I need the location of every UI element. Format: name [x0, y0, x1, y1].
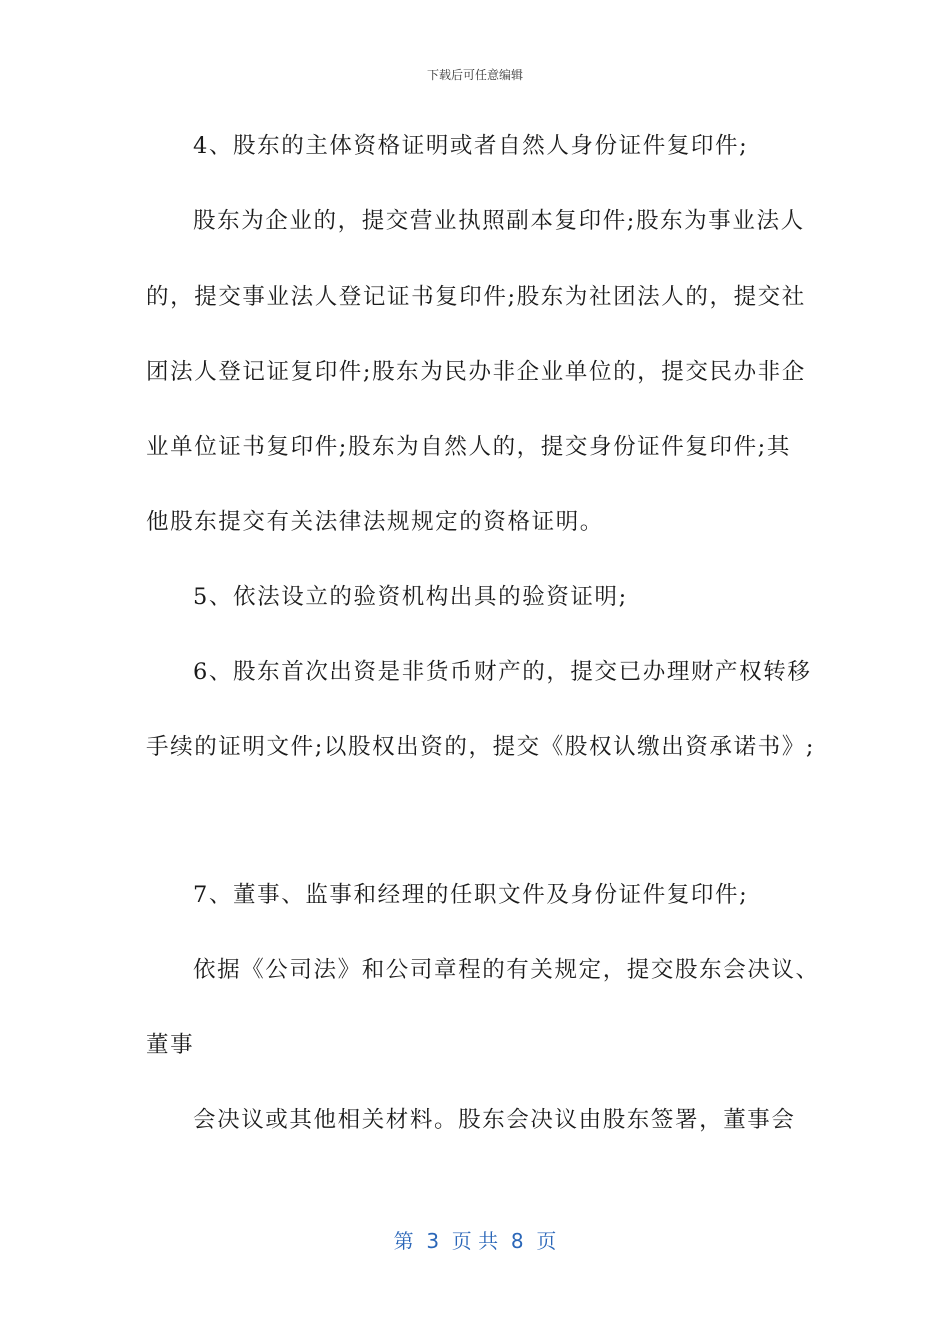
- paragraph-line: 4、股东的主体资格证明或者自然人身份证件复印件;: [193, 133, 749, 159]
- paragraph-line: 股东为企业的，提交营业执照副本复印件;股东为事业法人: [193, 208, 805, 234]
- paragraph-line: 的，提交事业法人登记证书复印件;股东为社团法人的，提交社: [146, 284, 806, 310]
- paragraph-line: 5、依法设立的验资机构出具的验资证明;: [193, 584, 628, 610]
- paragraph-line: 他股东提交有关法律法规规定的资格证明。: [146, 509, 604, 535]
- paragraph-line: 团法人登记证复印件;股东为民办非企业单位的，提交民办非企: [146, 359, 806, 385]
- paragraph-line: 董事: [146, 1032, 195, 1058]
- page-footer: 第 3 页 共 8 页: [393, 1229, 557, 1253]
- paragraph-line: 依据《公司法》和公司章程的有关规定，提交股东会决议、: [193, 957, 820, 983]
- paragraph-line: 会决议或其他相关材料。股东会决议由股东签署，董事会: [193, 1107, 796, 1133]
- page-header: 下载后可任意编辑: [426, 68, 523, 82]
- paragraph-line: 7、董事、监事和经理的任职文件及身份证件复印件;: [193, 882, 749, 908]
- paragraph-line: 业单位证书复印件;股东为自然人的，提交身份证件复印件;其: [146, 434, 791, 460]
- paragraph-line: 手续的证明文件;以股权出资的，提交《股权认缴出资承诺书》;: [146, 734, 816, 760]
- paragraph-line: 6、股东首次出资是非货币财产的，提交已办理财产权转移: [193, 659, 812, 685]
